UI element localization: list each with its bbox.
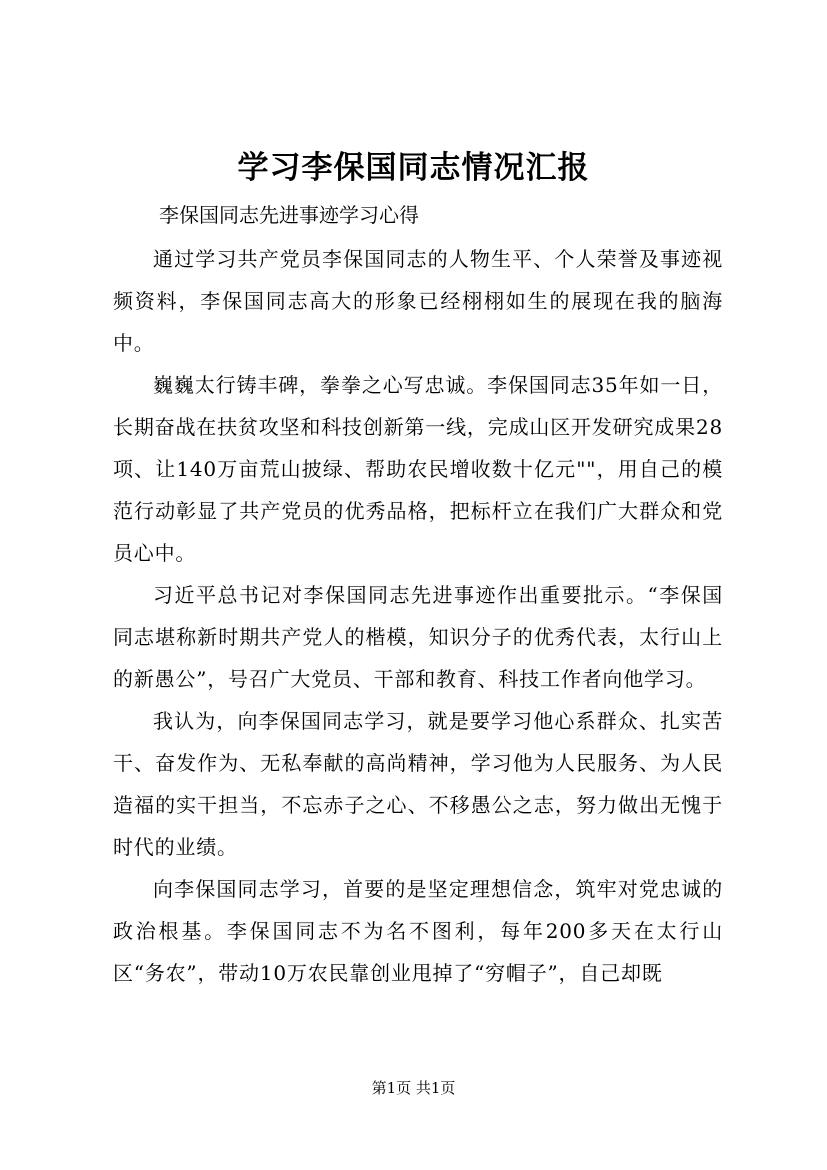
document-title: 学习李保国同志情况汇报 — [237, 150, 590, 186]
page-footer: 第1页 共1页 — [371, 1079, 456, 1097]
paragraph: 习近平总书记对李保国同志先进事迹作出重要批示。“李保国同志堪称新时期共产党人的楷模，知识分子的优秀代表，太行山上的新愚公”，号召广大党员、干部和教育、科技工作者向他学习。 — [113, 583, 723, 691]
paragraph: 通过学习共产党员李保国同志的人物生平、个人荣誉及事迹视频资料，李保国同志高大的形象已经栩栩如生的展现在我的脑海中。 — [113, 247, 723, 355]
paragraph: 巍巍太行铸丰碑，拳拳之心写忠诚。李保国同志35年如一日，长期奋战在扶贫攻坚和科技创新第一线，完成山区开发研究成果28项、让140万亩荒山披绿、帮助农民增收数十亿元""，用自己的模范行动彰显了共产党员的优秀品格，把标杆立在我们广大群众和党员心中。 — [113, 373, 723, 565]
paragraph: 我认为，向李保国同志学习，就是要学习他心系群众、扎实苦干、奋发作为、无私奉献的高尚精神，学习他为人民服务、为人民造福的实干担当，不忘赤子之心、不移愚公之志，努力做出无愧于时代的业绩。 — [113, 709, 723, 859]
paragraph: 向李保国同志学习，首要的是坚定理想信念，筑牢对党忠诚的政治根基。李保国同志不为名不图利，每年200多天在太行山区“务农”，带动10万农民靠创业甩掉了“穷帽子”，自己却既 — [113, 877, 723, 985]
document-subtitle: 李保国同志先进事迹学习心得 — [159, 203, 419, 227]
document-body — [113, 238, 723, 994]
